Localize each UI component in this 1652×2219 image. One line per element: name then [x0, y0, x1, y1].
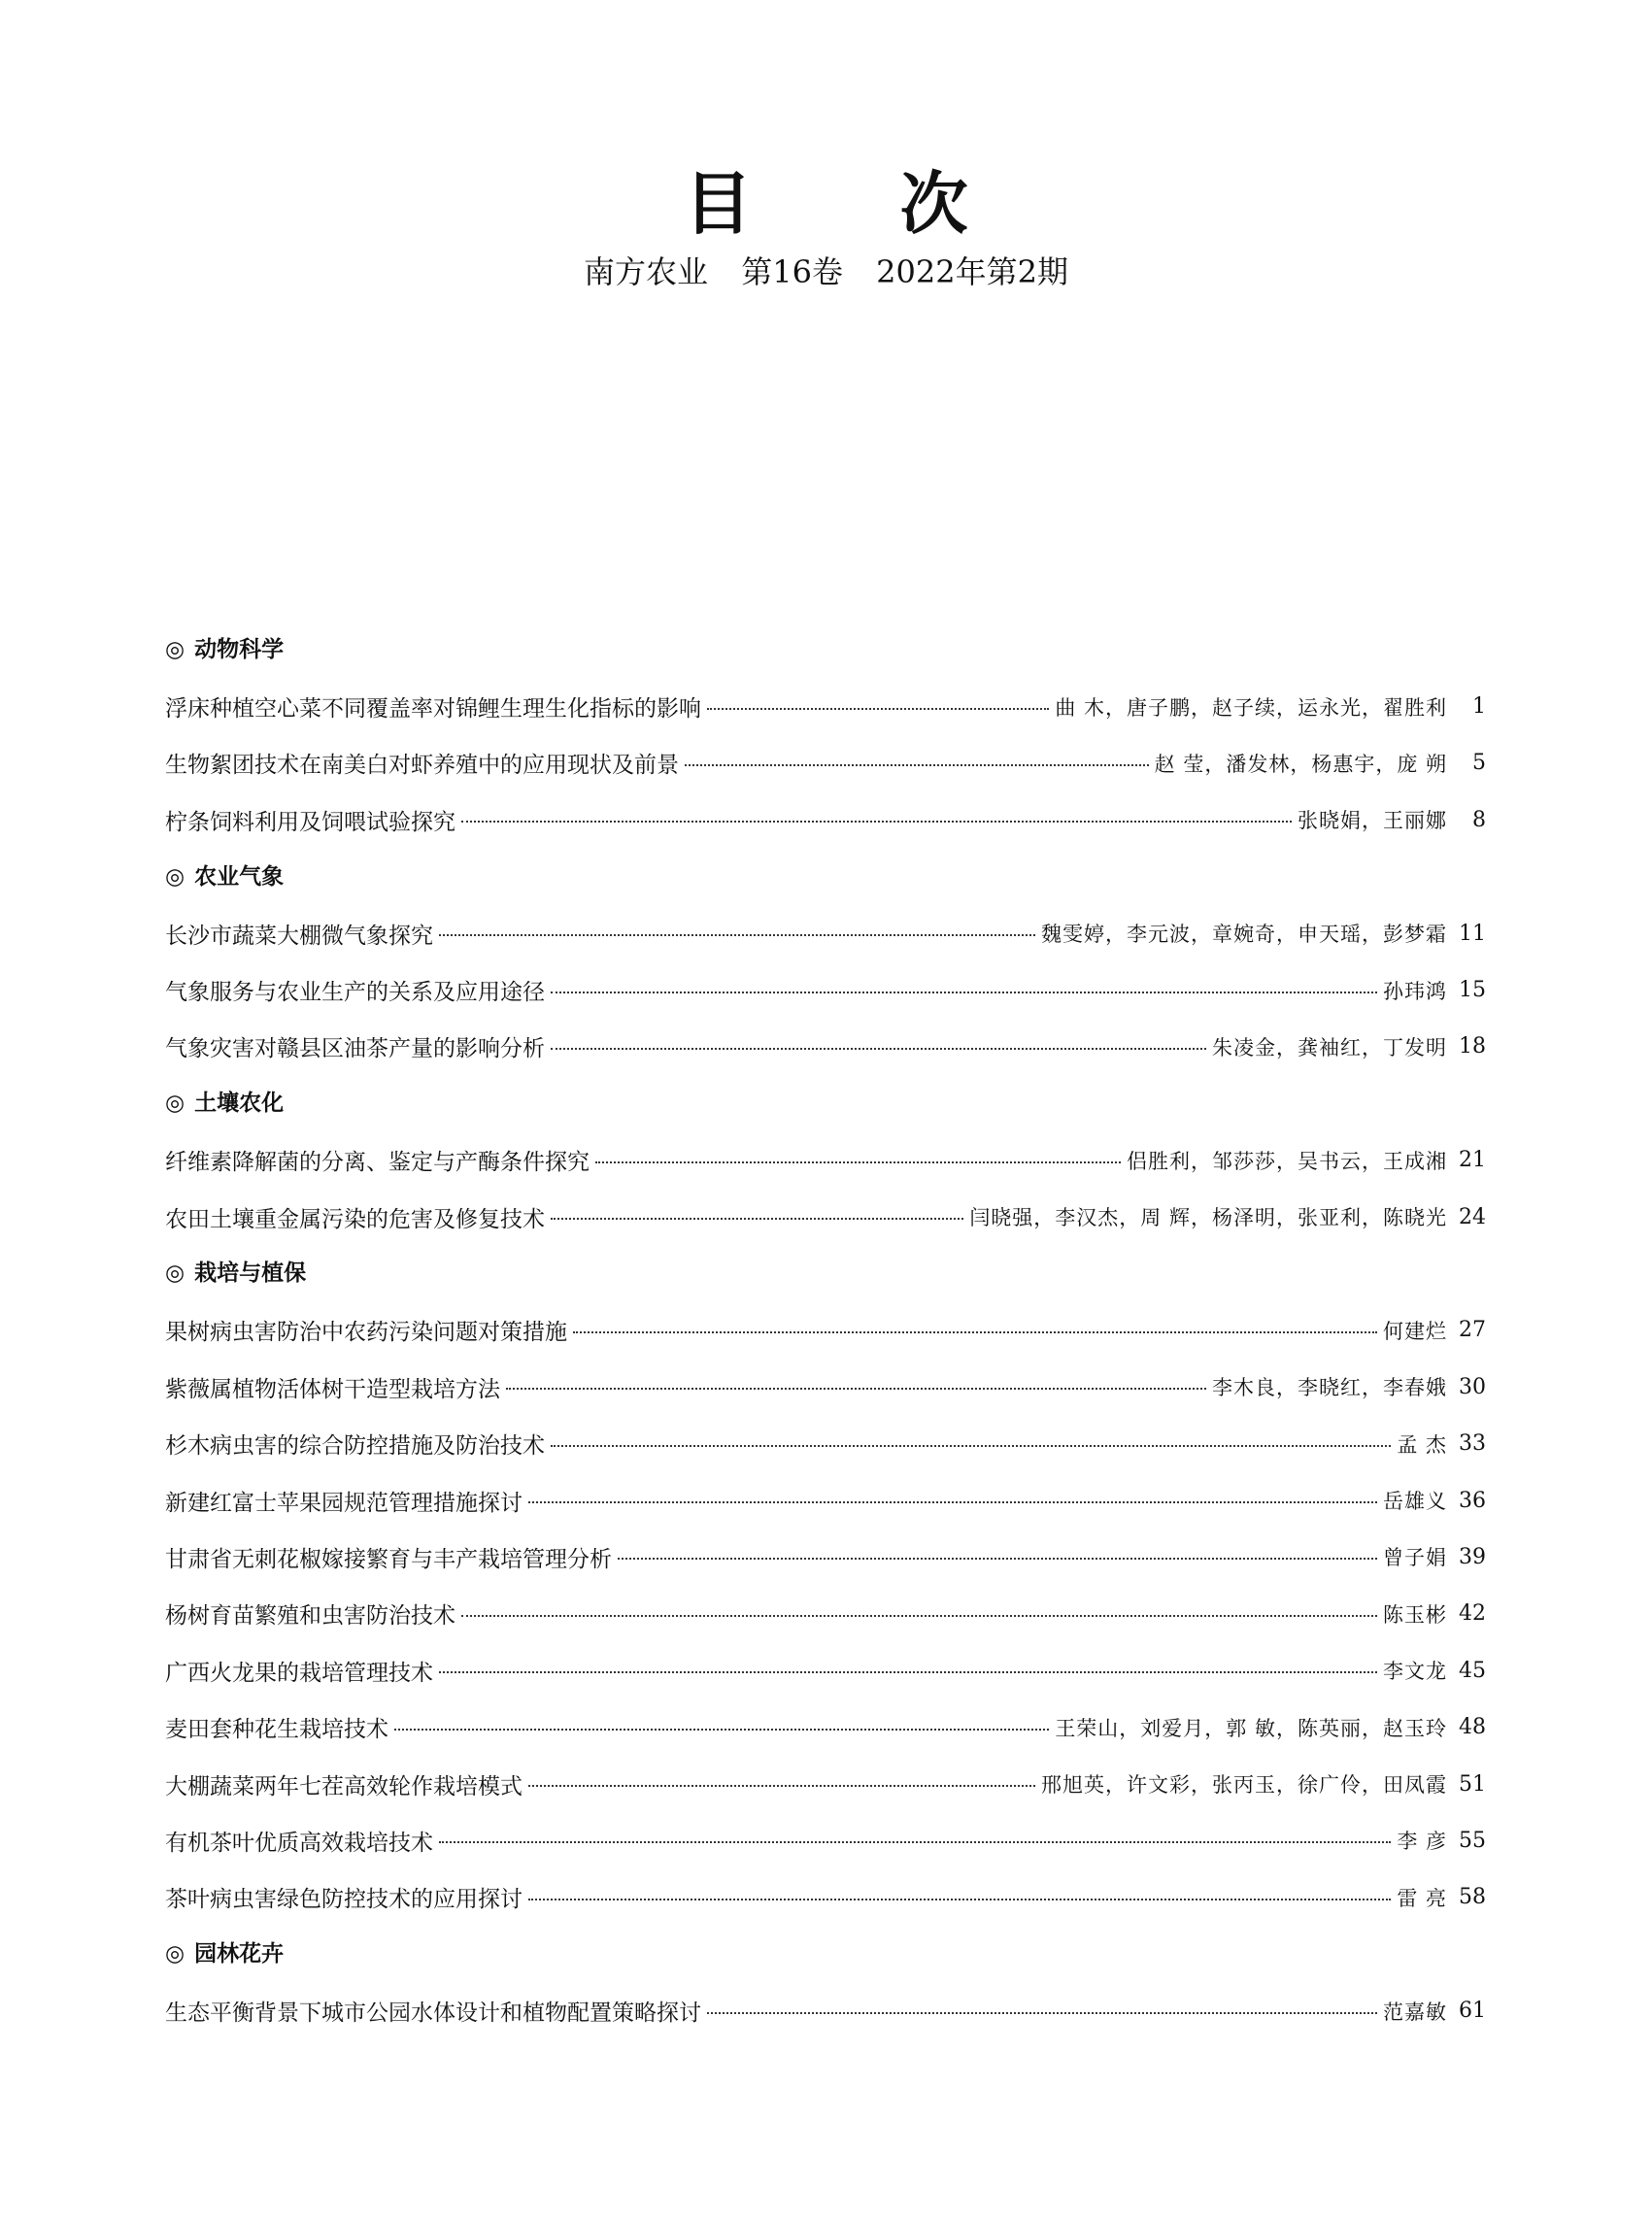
dot-leader: [439, 934, 1035, 936]
section-marker-icon: ◎: [165, 863, 185, 890]
toc-entry[interactable]: [165, 1586, 1486, 1642]
journal-issue: 2022年第2期: [876, 253, 1068, 290]
page-number: 42: [1459, 1601, 1486, 1627]
section-heading: [165, 622, 1486, 678]
dot-leader: [506, 1388, 1206, 1390]
article-title: 长沙市蔬菜大棚微气象探究: [165, 923, 433, 949]
page-number: 30: [1459, 1374, 1486, 1399]
article-title: 纤维素降解菌的分离、鉴定与产酶条件探究: [165, 1150, 590, 1176]
page-number: 48: [1459, 1715, 1486, 1740]
dot-leader: [528, 1785, 1035, 1787]
dot-leader: [551, 1218, 963, 1220]
article-title: 杉木病虫害的综合防控措施及防治技术: [165, 1433, 545, 1460]
journal-info: [0, 252, 1652, 291]
page-number: 39: [1459, 1544, 1486, 1569]
section-marker-icon: ◎: [165, 1940, 185, 1967]
page-number: 61: [1459, 1999, 1486, 2024]
page-number: 58: [1459, 1885, 1486, 1910]
page-number: 15: [1459, 978, 1486, 1003]
page-number: 24: [1459, 1204, 1486, 1229]
page-number: 8: [1472, 807, 1486, 832]
article-title: 气象服务与农业生产的关系及应用途径: [165, 980, 545, 1006]
dot-leader: [551, 1445, 1391, 1447]
article-authors: 曲 木，唐子鹏，赵子续，运永光，翟胜利: [1055, 695, 1447, 720]
article-title: 紫薇属植物活体树干造型栽培方法: [165, 1376, 500, 1402]
page-number: 27: [1459, 1318, 1486, 1343]
article-title: 大棚蔬菜两年七茬高效轮作栽培模式: [165, 1773, 523, 1799]
section-name: 农业气象: [194, 863, 285, 890]
article-authors: 张晓娟，王丽娜: [1298, 809, 1447, 833]
article-authors: 王荣山，刘爱月，郭 敏，陈英丽，赵玉玲: [1055, 1716, 1447, 1740]
page-number: 1: [1472, 694, 1486, 720]
toc-entry[interactable]: [165, 1415, 1486, 1471]
article-title: 茶叶病虫害绿色防控技术的应用探讨: [165, 1887, 523, 1913]
section-marker-icon: ◎: [165, 1091, 185, 1117]
section-name: 土壤农化: [194, 1091, 285, 1117]
article-authors: 岳雄义: [1383, 1490, 1447, 1514]
toc-entry[interactable]: [165, 1019, 1486, 1075]
section-name: 园林花卉: [194, 1940, 285, 1967]
toc-entry[interactable]: [165, 1529, 1486, 1585]
article-authors: 李木良，李晓红，李春娥: [1212, 1376, 1447, 1400]
article-authors: 朱凌金，龚袖红，丁发明: [1212, 1035, 1447, 1059]
page-number: 11: [1459, 921, 1486, 946]
page-number: 21: [1459, 1148, 1486, 1173]
journal-volume: 第16卷: [741, 253, 843, 290]
toc-entry[interactable]: [165, 961, 1486, 1018]
section-marker-icon: ◎: [165, 637, 185, 662]
toc-entry[interactable]: [165, 735, 1486, 791]
dot-leader: [439, 1671, 1377, 1673]
toc-entry[interactable]: [165, 905, 1486, 961]
article-title: 麦田套种花生栽培技术: [165, 1717, 388, 1743]
page-header: [0, 165, 1652, 291]
section-heading: [165, 849, 1486, 905]
toc-entry[interactable]: [165, 1359, 1486, 1415]
dot-leader: [618, 1558, 1377, 1560]
article-title: 果树病虫害防治中农药污染问题对策措施: [165, 1320, 567, 1346]
page-number: 51: [1459, 1771, 1486, 1797]
section-marker-icon: ◎: [165, 1261, 185, 1287]
page-number: 18: [1459, 1034, 1486, 1059]
section-heading: [165, 1245, 1486, 1301]
dot-leader: [595, 1161, 1121, 1163]
page-title: 目 次: [684, 164, 1030, 244]
article-authors: 范嘉敏: [1383, 2000, 1447, 2024]
dot-leader: [707, 708, 1049, 710]
article-title: 广西火龙果的栽培管理技术: [165, 1660, 433, 1686]
dot-leader: [461, 1615, 1377, 1617]
toc-entry[interactable]: [165, 1756, 1486, 1812]
article-title: 生物絮团技术在南美白对虾养殖中的应用现状及前景: [165, 753, 679, 779]
article-title: 气象灾害对赣县区油茶产量的影响分析: [165, 1036, 545, 1062]
article-title: 农田土壤重金属污染的危害及修复技术: [165, 1206, 545, 1232]
section-heading: [165, 1075, 1486, 1131]
article-title: 浮床种植空心菜不同覆盖率对锦鲤生理生化指标的影响: [165, 696, 701, 723]
article-authors: 魏雯婷，李元波，章婉奇，申天瑶，彭梦霜: [1041, 923, 1447, 947]
page-number: 36: [1459, 1488, 1486, 1513]
article-title: 甘肃省无刺花椒嫁接繁育与丰产栽培管理分析: [165, 1546, 612, 1572]
article-title: 新建红富士苹果园规范管理措施探讨: [165, 1490, 523, 1516]
dot-leader: [685, 764, 1149, 766]
article-authors: 李文龙: [1383, 1660, 1447, 1684]
article-authors: 雷 亮: [1397, 1886, 1447, 1910]
dot-leader: [461, 821, 1292, 823]
article-authors: 孙玮鸿: [1383, 979, 1447, 1003]
page-number: 45: [1459, 1658, 1486, 1683]
article-authors: 李 彦: [1397, 1830, 1447, 1854]
section-name: 动物科学: [194, 637, 285, 662]
toc-entry[interactable]: [165, 1698, 1486, 1755]
article-title: 有机茶叶优质高效栽培技术: [165, 1830, 433, 1856]
article-authors: 侣胜利，邹莎莎，吴书云，王成湘: [1127, 1149, 1447, 1173]
article-title: 杨树育苗繁殖和虫害防治技术: [165, 1603, 455, 1630]
toc-entry[interactable]: [165, 1302, 1486, 1359]
toc-entry[interactable]: [165, 1189, 1486, 1245]
article-authors: 邢旭英，许文彩，张丙玉，徐广伶，田凤霞: [1041, 1773, 1447, 1797]
dot-leader: [528, 1899, 1391, 1900]
article-authors: 孟 杰: [1397, 1432, 1447, 1457]
toc-entry[interactable]: [165, 1132, 1486, 1189]
article-title: 柠条饲料利用及饲喂试验探究: [165, 809, 455, 835]
table-of-contents: [165, 622, 1486, 2039]
toc-entry[interactable]: [165, 678, 1486, 734]
section-name: 栽培与植保: [194, 1261, 307, 1287]
page-number: 33: [1459, 1431, 1486, 1457]
dot-leader: [394, 1729, 1049, 1731]
dot-leader: [551, 992, 1377, 993]
article-authors: 陈玉彬: [1383, 1602, 1447, 1627]
toc-entry[interactable]: [165, 1472, 1486, 1529]
toc-entry[interactable]: [165, 1812, 1486, 1868]
article-authors: 赵 莹，潘发林，杨惠宇，庞 朔: [1154, 752, 1447, 776]
article-authors: 曾子娟: [1383, 1546, 1447, 1570]
toc-entry[interactable]: [165, 1869, 1486, 1926]
section-heading: [165, 1926, 1486, 1982]
dot-leader: [439, 1841, 1391, 1843]
toc-entry[interactable]: [165, 791, 1486, 848]
toc-entry[interactable]: [165, 1642, 1486, 1698]
toc-entry[interactable]: [165, 1982, 1486, 2038]
dot-leader: [528, 1501, 1377, 1503]
page-number: 55: [1459, 1828, 1486, 1853]
article-title: 生态平衡背景下城市公园水体设计和植物配置策略探讨: [165, 2000, 701, 2027]
dot-leader: [551, 1048, 1206, 1050]
article-authors: 何建烂: [1383, 1319, 1447, 1343]
journal-name: 南方农业: [584, 253, 709, 290]
dot-leader: [707, 2012, 1377, 2014]
article-authors: 闫晓强，李汉杰，周 辉，杨泽明，张亚利，陈晓光: [969, 1206, 1447, 1230]
dot-leader: [573, 1331, 1377, 1333]
page-number: 5: [1472, 751, 1486, 776]
